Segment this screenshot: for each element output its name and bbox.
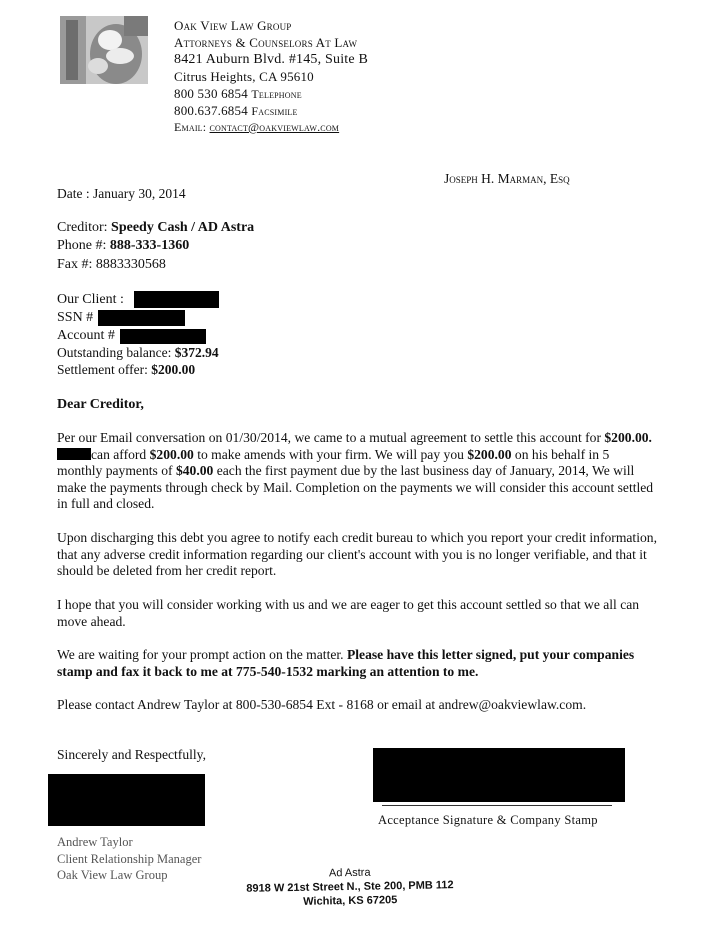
firm-address-line2: Citrus Heights, CA 95610 <box>174 69 314 84</box>
client-name-redaction-inline <box>57 448 91 460</box>
para1-text4: on his behalf in 5 monthly payments of <box>57 446 610 479</box>
paragraph-action <box>57 647 657 680</box>
firm-phone-line <box>174 85 302 103</box>
offer-amount: $200.00 <box>151 362 196 377</box>
firm-tagline: Attorneys & Counselors At Law <box>174 35 358 50</box>
para1-text2: can afford <box>91 446 150 462</box>
client-label: Our Client : <box>57 292 124 307</box>
para1-text3: to make amends with your firm. We will pay you <box>193 446 468 462</box>
salutation: Dear Creditor, <box>57 397 144 412</box>
paragraph-credit-bureau: Upon discharging this debt you agree to notify each credit bureau to which you report your credit information, that any adverse credit information regarding our client's account with you is no longer verifiable, and that it should be deleted from her credit report. <box>57 530 657 579</box>
para1-amount4: $40.00 <box>175 463 214 479</box>
attorney-name: Joseph H. Marman, Esq <box>444 171 570 186</box>
signature-line <box>382 805 612 806</box>
stamp-address2: Wichita, KS 67205 <box>303 894 398 908</box>
creditor-phone-label: Phone #: <box>57 238 107 253</box>
firm-email-link[interactable]: contact@oakviewlaw.com <box>209 120 340 134</box>
creditor-fax: 8883330568 <box>95 257 166 272</box>
firm-email-label: Email: <box>174 120 207 134</box>
signer-block <box>57 834 201 884</box>
creditor-fax-line <box>57 257 166 273</box>
acceptance-label: Acceptance Signature & Company Stamp <box>378 813 598 827</box>
firm-address-line1: 8421 Auburn Blvd. #145, Suite B <box>174 52 369 67</box>
contact-line: Please contact Andrew Taylor at 800-530-6854 Ext - 8168 or email at andrew@oakviewlaw.com. <box>57 697 587 712</box>
firm-fax-line <box>174 102 298 120</box>
firm-fax-label: Facsimile <box>251 104 298 118</box>
paragraph-agreement <box>57 430 657 513</box>
signature-redaction <box>48 774 205 826</box>
creditor-line <box>57 220 254 236</box>
offer-line <box>57 362 195 378</box>
ssn-redaction <box>98 310 185 326</box>
creditor-phone: 888-333-1360 <box>109 238 190 253</box>
stamp-name: Ad Astra <box>328 866 371 880</box>
para4-text: We are waiting for your prompt action on the matter. <box>57 647 347 662</box>
account-label: Account # <box>57 328 115 343</box>
creditor-label: Creditor: <box>57 220 108 235</box>
balance-label: Outstanding balance: <box>57 345 172 360</box>
signer-title: Client Relationship Manager <box>57 851 202 866</box>
balance-line <box>57 345 219 361</box>
closing: Sincerely and Respectfully, <box>57 747 206 762</box>
firm-fax: 800.637.6854 <box>174 103 248 118</box>
letter-date: Date : January 30, 2014 <box>57 186 186 201</box>
firm-email-line <box>174 119 339 136</box>
signer-name: Andrew Taylor <box>57 835 133 849</box>
creditor-name: Speedy Cash / AD Astra <box>111 220 255 235</box>
creditor-fax-label: Fax #: <box>57 257 93 272</box>
para4-bold: Please have this letter signed, put your companies stamp and fax it back to me at 775-540-1532 marking an attention to me. <box>57 647 635 679</box>
para1-text5: each the first payment due by the last business day of January, 2014, We will make the payments through check by Mail. Completion on the payments we will consider this account settled in full and closed. <box>57 463 654 512</box>
paragraph-hope: I hope that you will consider working with us and we are eager to get this account settled so that we all can move ahead. <box>57 597 640 629</box>
offer-label: Settlement offer: <box>57 362 148 377</box>
para1-text1: Per our Email conversation on 01/30/2014, we came to a mutual agreement to settle this account for <box>57 430 605 445</box>
client-name-redaction <box>134 291 219 308</box>
firm-name: Oak View Law Group <box>174 18 292 33</box>
stamp-address1: 8918 W 21st Street N., Ste 200, PMB 112 <box>246 879 454 895</box>
company-stamp <box>240 864 461 910</box>
ssn-label: SSN # <box>57 310 94 325</box>
creditor-phone-line <box>57 238 189 254</box>
acceptance-signature-redaction <box>373 748 625 802</box>
firm-phone-label: Telephone <box>251 87 302 101</box>
signer-firm: Oak View Law Group <box>57 868 168 882</box>
para1-amount3: $200.00 <box>467 446 512 462</box>
firm-logo <box>60 16 148 84</box>
para1-amount2: $200.00 <box>149 446 194 462</box>
balance-amount: $372.94 <box>174 345 219 360</box>
firm-phone: 800 530 6854 <box>174 86 248 101</box>
para1-amount1: $200.00. <box>604 430 652 445</box>
account-redaction <box>120 329 206 344</box>
logo-graphic <box>60 16 148 84</box>
